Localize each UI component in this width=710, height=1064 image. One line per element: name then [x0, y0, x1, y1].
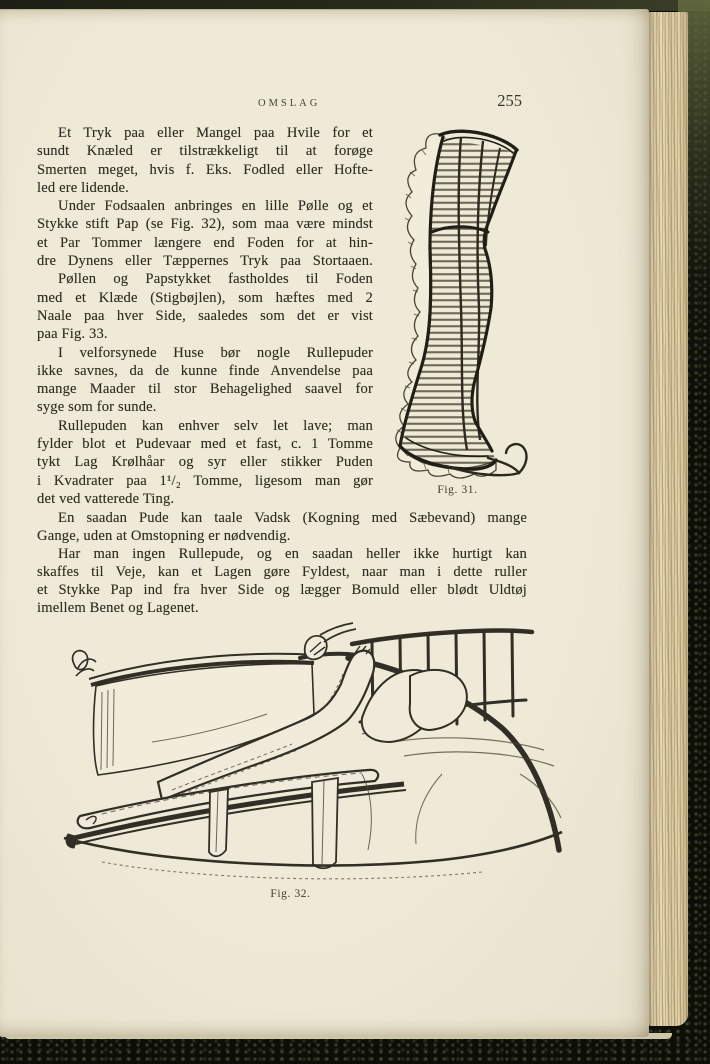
text-line: i Kvadrater paa 1¹/₂ Tomme, ligesom man gør — [37, 472, 373, 489]
text-line: det ved vatterede Ting. — [37, 490, 175, 507]
text-line: Pøllen og Papstykket fastholdes til Foden — [58, 271, 373, 288]
page-number: 255 — [497, 91, 522, 110]
text-line: Naale paa hver Side, saaledes som det er vist — [37, 307, 373, 324]
running-title: OMSLAG — [258, 98, 321, 109]
text-line: paa Fig. 33. — [37, 326, 108, 343]
text-line: Stykke stift Pap (se Fig. 32), som maa være mindst — [37, 216, 373, 233]
text-line: syge som for sunde. — [37, 399, 157, 416]
text-line: Et Tryk paa eller Mangel paa Hvile for et — [58, 125, 373, 141]
text-line: imellem Benet og Lagenet. — [37, 600, 199, 617]
fig31-caption: Fig. 31. — [437, 484, 478, 496]
text-line: med et Klæde (Stigbøjlen), som hæftes med 2 — [37, 289, 373, 306]
body-text-wide — [37, 509, 527, 617]
fig31-illustration — [388, 128, 540, 480]
text-line: et Par Tommer længere end Foden for at hin- — [37, 234, 373, 251]
text-line: ikke savnes, da de kunne finde Anvendelse paa — [37, 362, 373, 379]
text-line: Under Fodsaalen anbringes en lille Pølle og et — [58, 198, 373, 215]
text-line: sundt Knæled er tilstrækkeligt til at forøge — [37, 143, 373, 160]
text-line: Har man ingen Rullepude, og en saadan heller ikke hurtigt kan — [58, 546, 527, 563]
fig32-illustration — [62, 622, 584, 884]
text-line: skaffes til Veje, kan et Lagen gøre Fyldest, naar man i dette ruller — [37, 564, 527, 581]
page — [0, 9, 649, 1037]
fig32-caption: Fig. 32. — [270, 888, 311, 900]
text-line: En saadan Pude kan taale Vadsk (Kogning med Sæbevand) mange — [58, 510, 527, 526]
text-line: I velforsynede Huse bør nogle Rullepuder — [58, 344, 373, 361]
text-line: et Stykke Pap ind fra hver Side og lægger Bomuld eller blødt Uldtøj — [37, 582, 527, 599]
text-line: led ere lidende. — [37, 179, 129, 196]
body-text-narrow — [37, 124, 373, 508]
text-line: Rullepuden kan enhver selv let lave; man — [58, 417, 373, 434]
text-line: dre Dynens eller Tæppernes Tryk paa Stortaaen. — [37, 253, 373, 270]
text-line: Smerten meget, hvis f. Eks. Fodled eller Hofte- — [37, 161, 373, 178]
text-line: Gange, uden at Omstopning er nødvendig. — [37, 528, 291, 545]
text-line: mange Maader til stor Behagelighed saavel for — [37, 381, 373, 398]
text-line: tykt Lag Krølhåar og syr eller stikker Puden — [37, 454, 373, 471]
text-line: fylder blot et Pudevaar med et fast, c. 1 Tomme — [37, 436, 373, 453]
fore-edge — [649, 12, 688, 1026]
